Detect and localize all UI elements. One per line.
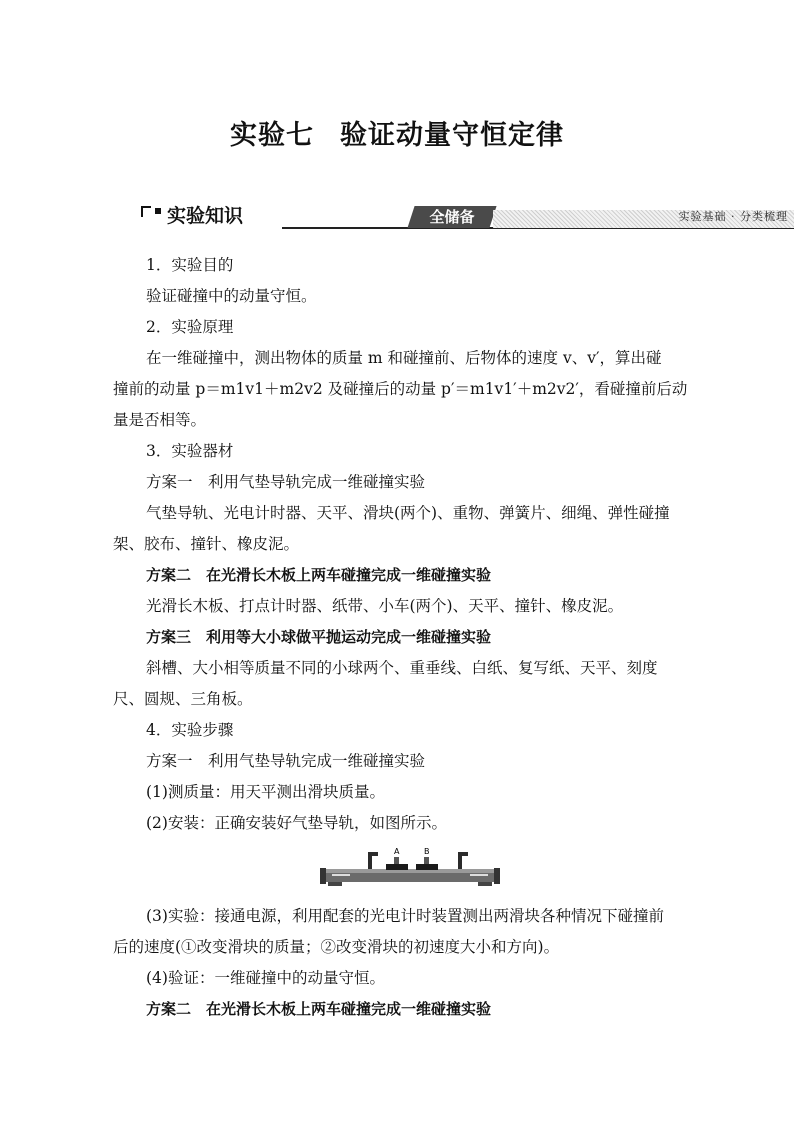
paragraph: 气垫导轨、光电计时器、天平、滑块(两个)、重物、弹簧片、细绳、弹性碰撞 (146, 504, 670, 522)
paragraph: 光滑长木板、打点计时器、纸带、小车(两个)、天平、撞针、橡皮泥。 (146, 597, 624, 615)
air-track-figure (320, 842, 500, 894)
step-item: (4)验证：一维碰撞中的动量守恒。 (146, 969, 385, 987)
paragraph: 尺、圆规、三角板。 (113, 690, 253, 708)
track-foot-right (478, 882, 492, 886)
paragraph: 验证碰撞中的动量守恒。 (146, 287, 317, 305)
plan-title: 方案一 利用气垫导轨完成一维碰撞实验 (146, 752, 426, 770)
step-item: (1)测质量：用天平测出滑块质量。 (146, 783, 385, 801)
track-scale-left (332, 874, 350, 876)
title-part2: 验证动量守恒定律 (340, 120, 564, 151)
heading-equipment: 3．实验器材 (146, 442, 234, 460)
paragraph: 撞前的动量 p＝m1v1＋m2v2 及碰撞后的动量 p′＝m1v1′＋m2v2′，看碰撞前后动 (113, 380, 688, 398)
heading-principle: 2．实验原理 (146, 318, 234, 336)
square-bullet-icon (155, 208, 161, 214)
paragraph: 后的速度(①改变滑块的质量；②改变滑块的初速度大小和方向)。 (113, 938, 560, 956)
gate-left (368, 852, 378, 869)
plan-title-bold: 方案三 利用等大小球做平抛运动完成一维碰撞实验 (146, 628, 492, 646)
step-item: (2)安装：正确安装好气垫导轨，如图所示。 (146, 814, 447, 832)
paragraph: 在一维碰撞中，测出物体的质量 m 和碰撞前、后物体的速度 v、v′，算出碰 (146, 349, 662, 367)
track-top (324, 869, 496, 873)
slider-a (386, 864, 408, 870)
slider-b-flag (424, 857, 429, 864)
page-title (0, 113, 794, 152)
paragraph: 量是否相等。 (113, 411, 207, 429)
slider-b (416, 864, 438, 870)
track-end-left (320, 868, 326, 884)
paragraph: 架、胶布、撞针、橡皮泥。 (113, 535, 300, 553)
section-tag: 全储备 (407, 206, 496, 228)
title-part1: 实验七 (230, 120, 314, 151)
heading-steps: 4．实验步骤 (146, 721, 234, 739)
gate-right (458, 852, 468, 869)
plan-title: 方案一 利用气垫导轨完成一维碰撞实验 (146, 473, 426, 491)
slider-a-label: A (394, 847, 400, 856)
step-item: (3)实验：接通电源，利用配套的光电计时装置测出两滑块各种情况下碰撞前 (146, 907, 664, 925)
track-foot-left (328, 882, 342, 886)
track-scale-right (470, 874, 488, 876)
section-subtitle: 实验基础 · 分类梳理 (678, 210, 788, 223)
corner-mark-icon (141, 206, 151, 217)
plan-title-bold: 方案二 在光滑长木板上两车碰撞完成一维碰撞实验 (146, 1000, 492, 1018)
section-title: 实验知识 (167, 205, 244, 227)
track-rail (324, 872, 496, 882)
slider-a-flag (394, 857, 399, 864)
track-end-right (494, 868, 500, 884)
paragraph: 斜槽、大小相等质量不同的小球两个、重垂线、白纸、复写纸、天平、刻度 (146, 659, 658, 677)
section-header (141, 203, 794, 229)
slider-b-label: B (424, 847, 430, 856)
plan-title-bold: 方案二 在光滑长木板上两车碰撞完成一维碰撞实验 (146, 566, 492, 584)
heading-purpose: 1．实验目的 (146, 256, 234, 274)
